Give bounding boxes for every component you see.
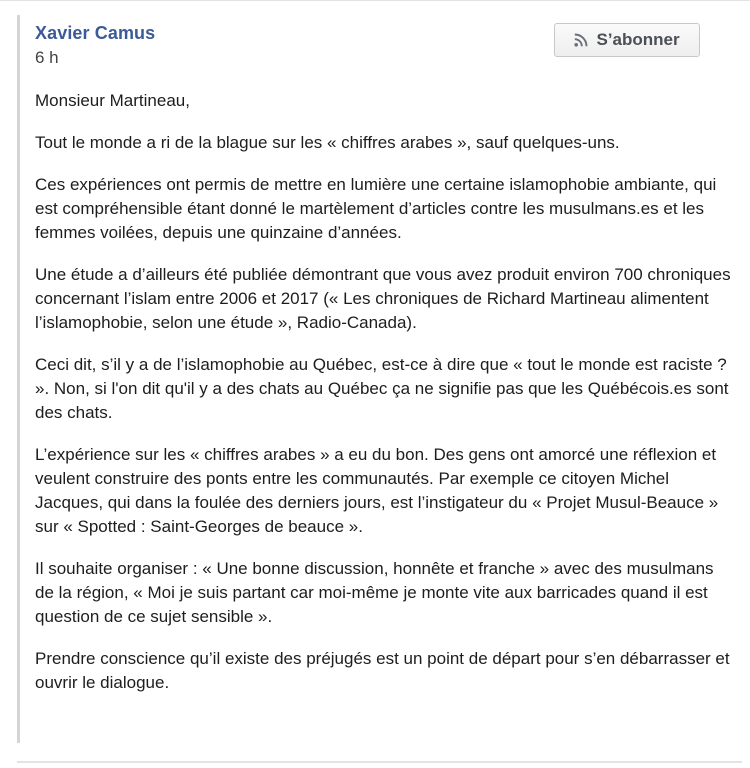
divider [17,761,742,763]
paragraph: Il souhaite organiser : « Une bonne discussion, honnête et franche » avec des musulmans de la région, « Moi je suis partant car moi-même je monte vite aux barricades quand il est question de ce sujet sensible ». [35,559,714,626]
paragraph: Une étude a d’ailleurs été publiée démontrant que vous avez produit environ 700 chroniques concernant l’islam entre 2006 et 2017 (« Les chroniques de Richard Martineau alimentent l’islamophobie, selon une étude », Radio-Canada). [35,265,731,332]
quote-rule [17,15,20,743]
paragraph: Tout le monde a ri de la blague sur les « chiffres arabes », sauf quelques-uns. [35,133,620,152]
paragraph: Ceci dit, s’il y a de l’islamophobie au Québec, est-ce à dire que « tout le monde est raciste ? ». Non, si l'on dit qu'il y a des chats au Québec ça ne signifie pas que les Québécois.es sont des chats. [35,355,729,422]
paragraph: L’expérience sur les « chiffres arabes » a eu du bon. Des gens ont amorcé une réflexion et veulent construire des ponts entre les communautés. Par exemple ce citoyen Michel Jacques, qui dans la foulée des derniers jours, est l’instigateur du « Projet Musul-Beauce » sur « Spotted : Saint-Georges de beauce ». [35,445,719,536]
paragraph: Prendre conscience qu’il existe des préjugés est un point de départ pour s’en débarrasser et ouvrir le dialogue. [35,649,730,692]
rss-icon [574,33,588,47]
paragraph: Monsieur Martineau, [35,91,190,110]
subscribe-label: S’abonner [596,30,680,49]
post-body [35,89,735,713]
author-name[interactable]: Xavier Camus [35,23,156,43]
post-timestamp[interactable]: 6 h [35,48,59,67]
subscribe-button[interactable] [554,23,700,57]
paragraph: Ces expériences ont permis de mettre en lumière une certaine islamophobie ambiante, qui est compréhensible étant donné le martèlement d’articles contre les musulmans.es et les femmes voilées, depuis une quinzaine d’années. [35,175,717,242]
